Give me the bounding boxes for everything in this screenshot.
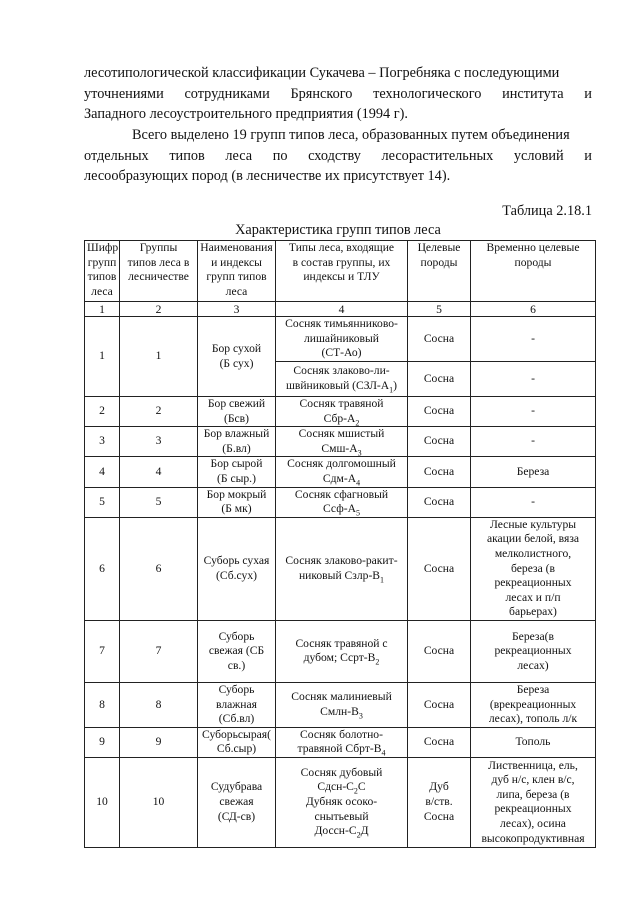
forest-types-table <box>84 240 596 848</box>
word: отдельных <box>84 147 149 164</box>
column-header <box>471 241 596 302</box>
table-row <box>85 317 596 362</box>
header-line: Типы леса, входящие <box>288 241 395 254</box>
cell-line: Сосняк тимьянниково- <box>285 317 398 331</box>
cell-line: дуб н/с, клен в/с, <box>491 773 575 787</box>
header-line: групп типов <box>206 270 267 284</box>
cell-types <box>276 682 408 727</box>
cell-line: (Б мк) <box>221 502 252 516</box>
header-line: Временно целевые <box>486 241 580 254</box>
cell-line: Суборь <box>218 682 255 696</box>
cell-line: Сосняк травяной <box>299 397 384 410</box>
cell-types <box>276 427 408 457</box>
cell-line: 9 <box>99 734 105 748</box>
cell-temp <box>471 397 596 427</box>
cell-temp <box>471 727 596 757</box>
cell-temp <box>471 682 596 727</box>
cell-group <box>120 427 198 457</box>
cell-line: Сосна <box>423 734 455 748</box>
cell-line: Сосна <box>423 809 455 823</box>
table-row <box>85 620 596 682</box>
word: леса <box>225 147 253 164</box>
cell-group <box>120 757 198 847</box>
cell-name <box>198 517 276 620</box>
cell-line: 5 <box>155 494 162 508</box>
header-line: в состав группы, их <box>292 255 391 269</box>
table-row <box>85 757 596 847</box>
cell-line: Сосна <box>423 371 455 385</box>
cell-group <box>120 727 198 757</box>
cell-line: Сосняк злаково-ракит- <box>285 554 398 568</box>
cell-line: Бор сырой <box>210 457 263 471</box>
column-number: 4 <box>276 302 408 317</box>
cell-line: лишайниковый <box>304 331 379 345</box>
cell-line: Дуб <box>429 780 449 794</box>
cell-line: (врекреационных <box>489 697 577 711</box>
cell-line: (Бсв) <box>224 411 249 425</box>
cell-name <box>198 457 276 487</box>
cell-line: - <box>531 371 535 385</box>
cell-line: лесах), осина <box>500 816 566 830</box>
cell-code <box>85 682 120 727</box>
cell-line: Дубняк осоко- <box>305 795 378 809</box>
cell-target <box>408 682 471 727</box>
cell-name <box>198 727 276 757</box>
cell-line: снытьевый <box>314 809 369 823</box>
cell-line: св.) <box>227 658 246 672</box>
cell-line: Сосняк болотно- <box>300 727 383 741</box>
cell-code <box>85 757 120 847</box>
word: и <box>584 85 592 102</box>
cell-temp <box>471 317 596 362</box>
header-line: типов <box>87 270 117 284</box>
text-line: Западного лесоустроительного предприятия (1994 г). <box>84 106 408 122</box>
table-label: Таблица 2.18.1 <box>502 203 592 219</box>
cell-code <box>85 620 120 682</box>
cell-line: Суборьсырая( <box>202 727 271 741</box>
cell-line: Сосняк злаково-ли- <box>293 364 390 378</box>
cell-line: свежая (СБ <box>208 644 265 658</box>
cell-line: Сосна <box>423 494 455 508</box>
cell-line: Тополь <box>515 734 551 748</box>
cell-code <box>85 317 120 397</box>
table-row <box>85 487 596 517</box>
table-row <box>85 397 596 427</box>
cell-line: - <box>531 434 535 448</box>
table-title: Характеристика групп типов леса <box>235 222 441 238</box>
cell-line: 8 <box>155 697 162 711</box>
column-number: 5 <box>408 302 471 317</box>
header-line: Шифр <box>87 241 119 254</box>
cell-target <box>408 727 471 757</box>
cell-line: Смлн-$В_3$ <box>320 704 363 721</box>
cell-types <box>276 727 408 757</box>
cell-line: Лесные культуры <box>489 517 577 531</box>
cell-group <box>120 487 198 517</box>
cell-name <box>198 427 276 457</box>
cell-line: Бор сухой <box>211 341 262 355</box>
column-number: 2 <box>120 302 198 317</box>
header-line: индексы и ТЛУ <box>303 270 380 284</box>
cell-group <box>120 682 198 727</box>
cell-line: Сосняк дубовый <box>300 765 383 779</box>
text-line: лесотипологической классификации Сукачева – Погребняка с последующими <box>84 65 560 81</box>
cell-line: (СТ-Ао) <box>321 346 362 360</box>
cell-line: в/ств. <box>425 795 453 809</box>
word: уточнениями <box>84 85 164 102</box>
cell-target <box>408 517 471 620</box>
word: сотрудниками <box>184 85 270 102</box>
cell-line: 5 <box>99 494 105 508</box>
text-line <box>84 146 592 167</box>
cell-line: (Б сыр.) <box>217 471 256 485</box>
column-number: 6 <box>471 302 596 317</box>
column-number: 1 <box>85 302 120 317</box>
cell-line: барьерах) <box>509 605 557 619</box>
cell-name <box>198 487 276 517</box>
column-header <box>198 241 276 302</box>
cell-line: дубом; Ссрт-$В_2$ <box>303 651 380 667</box>
cell-line: Сбр-$А_2$ <box>323 411 360 427</box>
cell-code <box>85 727 120 757</box>
table-row <box>85 682 596 727</box>
cell-line: 3 <box>99 434 105 448</box>
word: и <box>584 147 592 164</box>
header-line: леса <box>225 284 248 298</box>
cell-line: 9 <box>155 734 162 748</box>
cell-line: Сб.сыр) <box>216 742 257 756</box>
cell-group <box>120 620 198 682</box>
cell-target <box>408 317 471 362</box>
cell-line: 10 <box>152 795 165 809</box>
cell-temp <box>471 362 596 397</box>
cell-code <box>85 427 120 457</box>
cell-line: Сосняк сфагновый <box>294 487 389 501</box>
cell-line: 3 <box>155 434 162 448</box>
cell-temp <box>471 457 596 487</box>
cell-line: лесах) <box>517 658 549 672</box>
column-number: 3 <box>198 302 276 317</box>
cell-name <box>198 682 276 727</box>
cell-target <box>408 397 471 427</box>
cell-line: влажная <box>216 697 257 711</box>
cell-line: Сосняк малиниевый <box>291 690 392 704</box>
cell-types <box>276 487 408 517</box>
header-line: типов леса в <box>127 255 190 269</box>
cell-line: 10 <box>96 795 108 809</box>
text-line: лесообразующих пород (в лесничестве их присутствует 14). <box>84 168 451 184</box>
cell-line: 2 <box>155 404 162 418</box>
cell-line: береза (в <box>511 561 555 575</box>
cell-types <box>276 517 408 620</box>
cell-target <box>408 362 471 397</box>
header-line: Наименования <box>200 241 273 254</box>
table-row <box>85 727 596 757</box>
cell-line: - <box>531 404 535 418</box>
cell-name <box>198 620 276 682</box>
header-line: Целевые <box>417 241 461 254</box>
cell-line: 1 <box>155 349 162 363</box>
cell-name <box>198 397 276 427</box>
cell-line: 2 <box>99 404 105 418</box>
cell-line: Сосна <box>423 561 455 575</box>
cell-line: Сосняк мшистый <box>298 427 385 441</box>
cell-line: Бор свежий <box>207 397 266 410</box>
header-line: лесничестве <box>128 270 189 284</box>
cell-line: Сосняк травяной с <box>295 636 388 650</box>
cell-line: Береза(в <box>512 629 554 643</box>
text-line <box>84 84 592 105</box>
header-line: Группы <box>139 241 178 254</box>
cell-line: (Б сух) <box>219 356 254 370</box>
paragraph-2 <box>84 125 592 187</box>
cell-group <box>120 517 198 620</box>
cell-line: 1 <box>99 349 105 363</box>
text-line: Всего выделено 19 групп типов леса, образованных путем объединения <box>132 127 570 143</box>
table-row <box>85 517 596 620</box>
cell-line: рекреационных <box>494 802 572 816</box>
column-header <box>408 241 471 302</box>
word: лесорастительных <box>381 147 494 164</box>
cell-line: Сосна <box>423 404 455 418</box>
cell-group <box>120 317 198 397</box>
cell-target <box>408 620 471 682</box>
cell-line: 4 <box>99 464 105 478</box>
word: сходству <box>308 147 361 164</box>
cell-line: высокопродуктивная <box>481 831 585 845</box>
cell-group <box>120 457 198 487</box>
cell-types <box>276 757 408 847</box>
cell-line: 6 <box>155 561 162 575</box>
word: типов <box>169 147 205 164</box>
cell-line: Суборь <box>218 629 255 643</box>
cell-types <box>276 457 408 487</box>
cell-line: - <box>531 494 535 508</box>
cell-line: Сосна <box>423 331 455 345</box>
cell-types <box>276 317 408 362</box>
column-header <box>276 241 408 302</box>
cell-line: Береза <box>516 682 550 696</box>
cell-line: Береза <box>516 464 550 478</box>
header-line: породы <box>514 255 552 269</box>
cell-target <box>408 457 471 487</box>
cell-line: Сдм-$А_4$ <box>322 471 361 488</box>
cell-target <box>408 757 471 847</box>
cell-line: Сосна <box>423 434 455 448</box>
cell-line: мелколистного, <box>494 546 572 560</box>
cell-group <box>120 397 198 427</box>
cell-temp <box>471 620 596 682</box>
cell-types <box>276 362 408 397</box>
cell-line: рекреационных <box>494 644 572 658</box>
cell-line: Бор влажный <box>203 427 270 441</box>
cell-line: (Сб.сух) <box>216 568 257 582</box>
cell-line: 6 <box>99 561 105 575</box>
column-header <box>120 241 198 302</box>
header-line: леса <box>91 284 113 298</box>
table-row <box>85 427 596 457</box>
table-row <box>85 457 596 487</box>
cell-line: (Б.вл) <box>222 441 251 455</box>
cell-line: (Сб.вл) <box>218 712 255 726</box>
cell-code <box>85 397 120 427</box>
cell-line: Сосна <box>423 464 455 478</box>
cell-line: 4 <box>155 464 162 478</box>
cell-line: никовый Сзлр-$В_1$ <box>298 568 385 585</box>
cell-line: свежая <box>219 795 254 809</box>
cell-line: Сдсн-$С_2С$ <box>317 780 366 796</box>
paragraph-1 <box>84 63 592 125</box>
cell-code <box>85 457 120 487</box>
header-line: групп <box>87 255 117 269</box>
cell-name <box>198 317 276 397</box>
cell-line: 8 <box>99 697 105 711</box>
cell-temp <box>471 757 596 847</box>
cell-line: Доссн-$С_2Д$ <box>314 824 369 840</box>
cell-code <box>85 517 120 620</box>
cell-temp <box>471 427 596 457</box>
cell-line: липа, береза (в <box>496 787 570 801</box>
header-line: породы <box>420 255 458 269</box>
cell-code <box>85 487 120 517</box>
cell-temp <box>471 517 596 620</box>
cell-types <box>276 397 408 427</box>
cell-target <box>408 427 471 457</box>
cell-line: Сосна <box>423 697 455 711</box>
cell-line: акации белой, вяза <box>486 532 580 546</box>
header-line: и индексы <box>211 255 262 269</box>
cell-line: Ссф-$А_5$ <box>323 502 360 518</box>
cell-line: Бор мокрый <box>206 487 267 501</box>
cell-line: лесах), тополь л/к <box>488 712 578 726</box>
cell-line: Лиственница, ель, <box>488 758 578 772</box>
cell-line: лесах и п/п <box>505 590 561 604</box>
word: института <box>502 85 564 102</box>
cell-line: травяной Сбрт-$В_4$ <box>297 742 386 758</box>
cell-types <box>276 620 408 682</box>
word: Брянского <box>290 85 353 102</box>
cell-line: Смш-$А_3$ <box>321 441 362 457</box>
cell-line: (СД-св) <box>217 809 256 823</box>
cell-line: Судубрава <box>210 780 263 794</box>
cell-temp <box>471 487 596 517</box>
cell-line: - <box>531 331 535 345</box>
column-header <box>85 241 120 302</box>
cell-line: рекреационных <box>494 576 572 590</box>
cell-line: 7 <box>155 644 162 658</box>
cell-line: Сосна <box>423 644 455 658</box>
cell-target <box>408 487 471 517</box>
word: по <box>272 147 288 164</box>
cell-line: Сосняк долгомошный <box>287 457 396 471</box>
cell-line: швйниковый $(СЗЛ-А_1)$ <box>285 379 398 395</box>
cell-line: 7 <box>99 644 105 658</box>
word: условий <box>513 147 564 164</box>
word: технологического <box>373 85 482 102</box>
cell-name <box>198 757 276 847</box>
cell-line: Суборь сухая <box>203 554 270 568</box>
